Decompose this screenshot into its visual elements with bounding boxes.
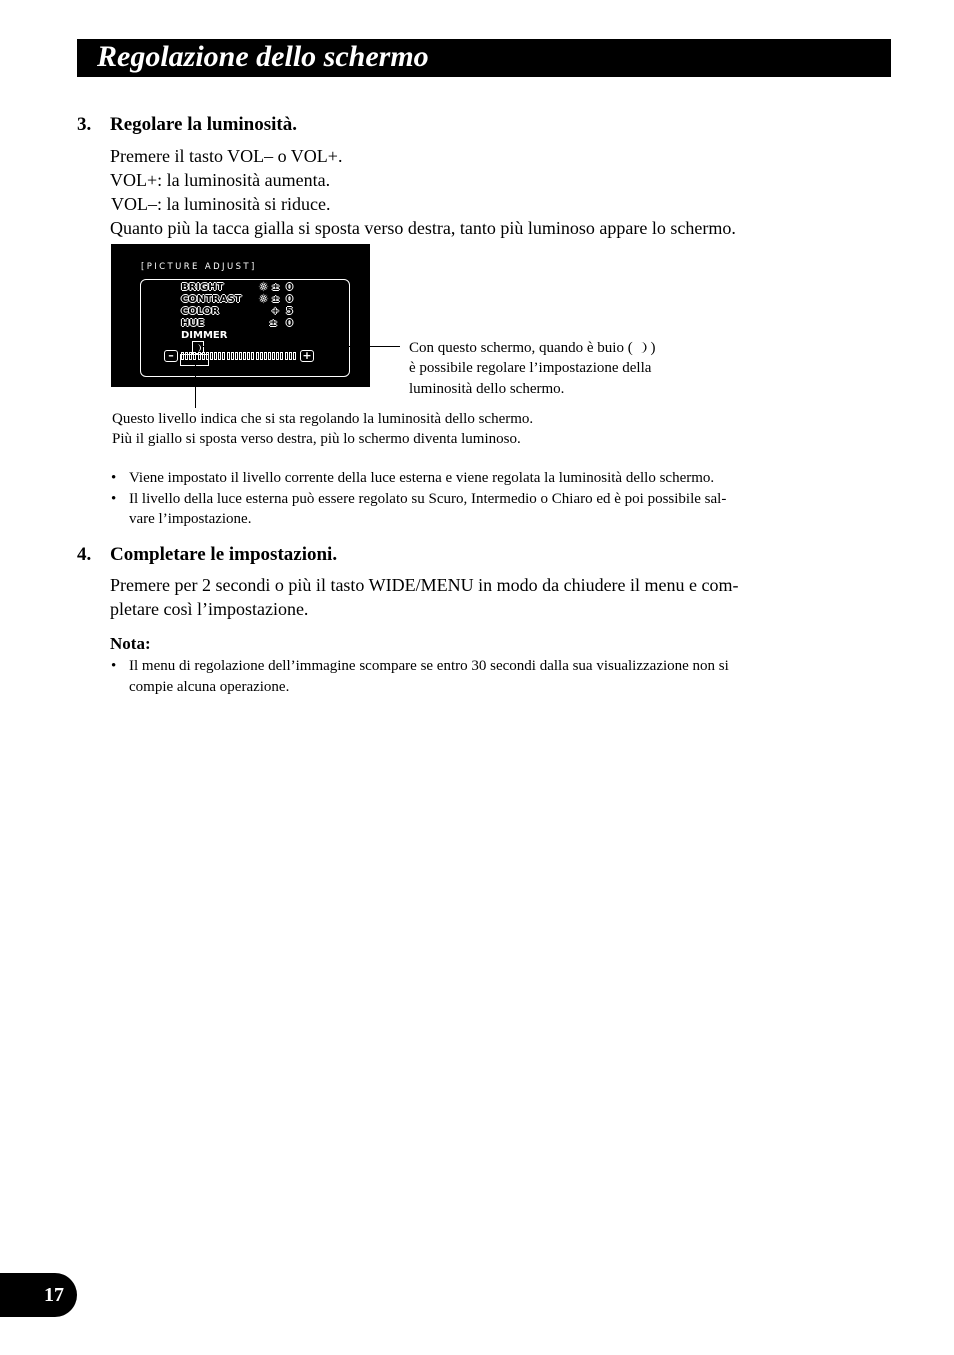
page-number: 17 — [44, 1284, 64, 1306]
osd-title: [PICTURE ADJUST] — [141, 262, 257, 272]
level-tick — [264, 352, 267, 360]
level-tick — [268, 352, 271, 360]
page-number-tab — [0, 1273, 77, 1317]
level-tick — [222, 352, 225, 360]
osd-label-dimmer: DIMMER — [181, 330, 228, 341]
page-title: Regolazione dello schermo — [97, 40, 429, 73]
minus-button: – — [164, 350, 178, 362]
callout-line-below — [195, 364, 196, 408]
level-tick — [272, 352, 275, 360]
plus-button: + — [300, 350, 314, 362]
moon-icon — [194, 343, 203, 353]
level-tick — [251, 352, 254, 360]
osd-value-color: 5 — [286, 306, 293, 317]
step-3-title: Regolare la luminosità. — [110, 114, 298, 135]
level-tick — [210, 352, 213, 360]
level-tick — [214, 352, 217, 360]
level-tick — [231, 352, 234, 360]
step-3-number: 3. — [77, 114, 92, 135]
step-4-line: pletare così l’impostazione. — [110, 599, 309, 619]
step-3-line: Quanto più la tacca gialla si sposta verso destra, tanto più luminoso appare lo schermo. — [110, 218, 736, 238]
osd-symbol-bright: ☼ ± — [259, 282, 280, 293]
bullet-dot: • — [111, 491, 117, 507]
level-tick — [280, 352, 283, 360]
bullet-dot: • — [111, 658, 117, 674]
osd-symbol-color: + — [271, 306, 280, 317]
osd-frame — [140, 279, 350, 377]
step-4-title: Completare le impostazioni. — [110, 544, 338, 565]
level-tick — [260, 352, 263, 360]
level-tick — [247, 352, 250, 360]
level-tick — [218, 352, 221, 360]
level-tick — [276, 352, 279, 360]
level-tick — [289, 352, 292, 360]
level-tick — [256, 352, 259, 360]
step-4-number: 4. — [77, 544, 92, 565]
callout-right-line: è possibile regolare l’impostazione della — [409, 360, 652, 376]
step-4-line: Premere per 2 secondi o più il tasto WIDE/MENU in modo da chiudere il menu e com- — [110, 575, 739, 595]
step-3-line: Premere il tasto VOL– o VOL+. — [110, 146, 343, 166]
header-bar — [77, 39, 891, 77]
bullet-text: Viene impostato il livello corrente della luce esterna e viene regolata la luminosità dello schermo. — [129, 470, 715, 486]
level-tick — [227, 352, 230, 360]
osd-label-bright: BRIGHT — [181, 282, 224, 293]
note-heading: Nota: — [110, 634, 151, 653]
osd-symbol-hue: ± — [269, 318, 278, 329]
osd-value-contrast: 0 — [286, 294, 293, 305]
level-tick — [243, 352, 246, 360]
callout-below-line: Più il giallo si sposta verso destra, più lo schermo diventa luminoso. — [112, 431, 521, 447]
level-tick — [239, 352, 242, 360]
osd-label-color: COLOR — [181, 306, 220, 317]
picture-adjust-screen — [111, 244, 370, 387]
step-4-heading — [77, 543, 337, 567]
bullet-text: vare l’impostazione. — [129, 511, 252, 527]
moon-icon — [637, 341, 649, 354]
osd-label-contrast: CONTRAST — [181, 294, 242, 305]
level-tick — [293, 352, 296, 360]
callout-right-text: Con questo schermo, quando è buio ( — [409, 340, 633, 356]
step-3-line: VOL–: la luminosità si riduce. — [111, 194, 331, 214]
note-text: compie alcuna operazione. — [129, 679, 290, 695]
step-3-line: VOL+: la luminosità aumenta. — [110, 170, 331, 190]
level-tick — [285, 352, 288, 360]
bullet-dot: • — [111, 470, 117, 486]
note-text: Il menu di regolazione dell’immagine scompare se entro 30 secondi dalla sua visualizzazione non si — [129, 658, 729, 674]
bullet-text: Il livello della luce esterna può essere regolato su Scuro, Intermedio o Chiaro ed è poi possibile sal- — [129, 491, 727, 507]
callout-right-text: ) — [650, 340, 656, 356]
callout-right-line: luminosità dello schermo. — [409, 381, 565, 397]
callout-right-line — [409, 338, 655, 358]
callout-below-line: Questo livello indica che si sta regolando la luminosità dello schermo. — [112, 411, 534, 427]
osd-value-hue: 0 — [286, 318, 293, 329]
osd-symbol-contrast: ☼ ± — [259, 294, 280, 305]
step-3-heading — [77, 113, 297, 137]
osd-value-bright: 0 — [286, 282, 293, 293]
callout-line-right — [203, 346, 400, 347]
level-tick — [235, 352, 238, 360]
osd-label-hue: HUE — [181, 318, 205, 329]
